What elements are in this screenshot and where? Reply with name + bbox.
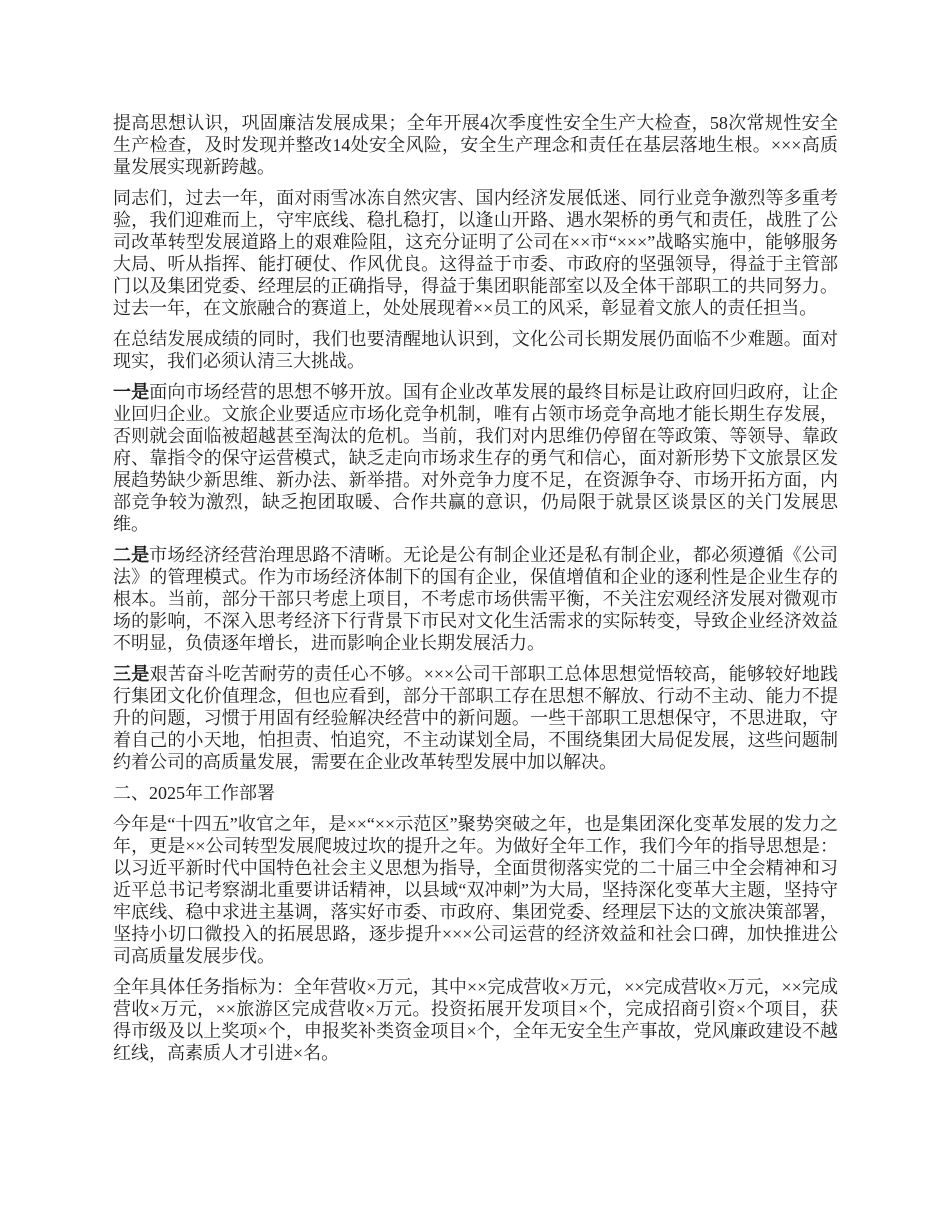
bold-lead-in: 二是 xyxy=(113,545,150,565)
paragraph: 同志们，过去一年，面对雨雪冰冻自然灾害、国内经济发展低迷、同行业竞争激烈等多重考验，我们迎难而上，守牢底线、稳扎稳打，以逢山开路、遇水架桥的勇气和责任，战胜了公司改革转型发展道路上的艰难险阻，这充分证明了公司在××市“×××”战略实施中，能够服务大局、听从指挥、能打硬仗、作风优良。这得益于市委、市政府的坚强领导，得益于主管部门以及集团党委、经理层的正确指导，得益于集团职能部室以及全体干部职工的共同努力。过去一年，在文旅融合的赛道上，处处展现着××员工的风采，彰显着文旅人的责任担当。 xyxy=(113,188,838,318)
paragraph: 二是市场经济经营治理思路不清晰。无论是公有制企业还是私有制企业，都必须遵循《公司法》的管理模式。作为市场经济体制下的国有企业，保值增值和企业的逐利性是企业生存的根本。当前，部分干部只考虑上项目，不考虑市场供需平衡，不关注宏观经济发展对微观市场的影响，不深入思考经济下行背景下市民对文化生活需求的实际转变，导致企业经济效益不明显，负债逐年增长，进而影响企业长期发展活力。 xyxy=(113,545,839,653)
document-body xyxy=(113,112,838,1073)
bold-lead-in: 三是 xyxy=(113,664,150,684)
paragraph: 三是艰苦奋斗吃苦耐劳的责任心不够。×××公司干部职工总体思想觉悟较高，能够较好地践行集团文化价值理念，但也应看到，部分干部职工存在思想不解放、行动不主动、能力不提升的问题，习惯于用固有经验解决经营中的新问题。一些干部职工思想保守，不思进取，守着自己的小天地，怕担责、怕追究，不主动谋划全局，不围绕集团大局促发展，这些问题制约着公司的高质量发展，需要在企业改革转型发展中加以解决。 xyxy=(113,664,839,772)
bold-lead-in: 一是 xyxy=(113,382,150,402)
paragraph: 提高思想认识，巩固廉洁发展成果；全年开展4次季度性安全生产大检查，58次常规性安全生产检查，及时发现并整改14处安全风险，安全生产理念和责任在基层落地生根。×××高质量发展实现新跨越。 xyxy=(113,113,838,177)
section-heading: 二、2025年工作部署 xyxy=(113,783,275,803)
paragraph: 在总结发展成绩的同时，我们也要清醒地认识到，文化公司长期发展仍面临不少难题。面对现实，我们必须认清三大挑战。 xyxy=(113,329,838,371)
paragraph: 今年是“十四五”收官之年，是××“××示范区”聚势突破之年，也是集团深化变革发展的发力之年，更是××公司转型发展爬坡过坎的提升之年。为做好全年工作，我们今年的指导思想是：以习近平新时代中国特色社会主义思想为指导，全面贯彻落实党的二十届三中全会精神和习近平总书记考察湖北重要讲话精神，以县域“双冲刺”为大局，坚持深化变革大主题，坚持守牢底线、稳中求进主基调，落实好市委、市政府、集团党委、经理层下达的文旅决策部署，坚持小切口微投入的拓展思路，逐步提升×××公司运营的经济效益和社会口碑，加快推进公司高质量发展步伐。 xyxy=(113,814,838,966)
paragraph: 一是面向市场经营的思想不够开放。国有企业改革发展的最终目标是让政府回归政府，让企业回归企业。文旅企业要适应市场化竞争机制，唯有占领市场竞争高地才能长期生存发展，否则就会面临被超越甚至淘汰的危机。当前，我们对内思维仍停留在等政策、等领导、靠政府、靠指令的保守运营模式，缺乏走向市场求生存的勇气和信心，面对新形势下文旅景区发展趋势缺少新思维、新办法、新举措。对外竞争力度不足，在资源争夺、市场开拓方面，内部竞争较为激烈，缺乏抱团取暖、合作共赢的意识，仍局限于就景区谈景区的关门发展思维。 xyxy=(113,382,839,534)
paragraph: 全年具体任务指标为：全年营收×万元，其中××完成营收×万元，××完成营收×万元，××完成营收×万元，××旅游区完成营收×万元。投资拓展开发项目×个，完成招商引资×个项目，获得市级及以上奖项×个，申报奖补类资金项目×个，全年无安全生产事故，党风廉政建设不越红线，高素质人才引进×名。 xyxy=(113,977,838,1063)
